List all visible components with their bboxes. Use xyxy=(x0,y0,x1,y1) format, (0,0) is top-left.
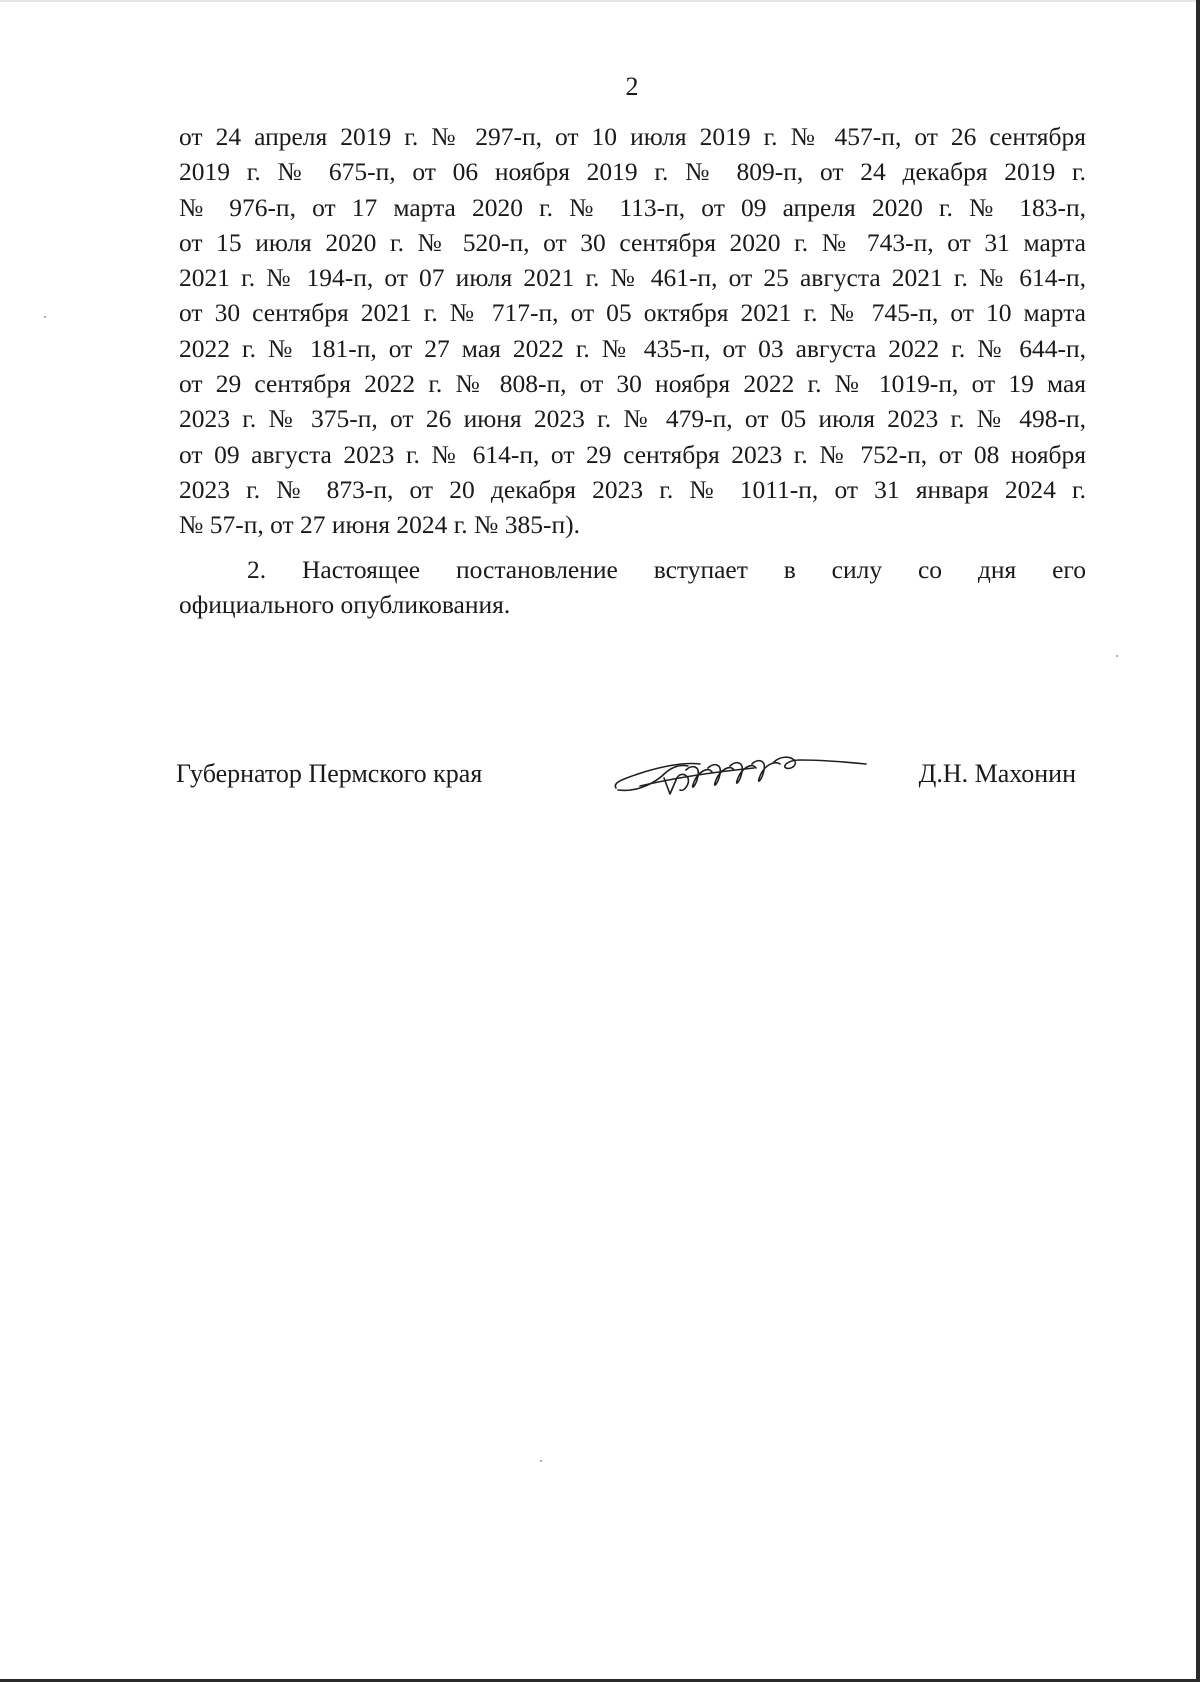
handwritten-signature xyxy=(604,742,874,806)
paragraph-1-line: 2019 г. № 675-п, от 06 ноября 2019 г. № 809-п, от 24 декабря 2019 г. xyxy=(179,157,1086,187)
paragraph-1-line: 2022 г. № 181-п, от 27 мая 2022 г. № 435-п, от 03 августа 2022 г. № 644-п, xyxy=(179,333,1086,363)
paragraph-1-line: от 09 августа 2023 г. № 614-п, от 29 сентября 2023 г. № 752-п, от 08 ноября xyxy=(179,439,1086,469)
paragraph-1-line: 2023 г. № 375-п, от 26 июня 2023 г. № 479-п, от 05 июля 2023 г. № 498-п, xyxy=(179,404,1086,434)
paragraph-1-line: № 57-п, от 27 июня 2024 г. № 385-п). xyxy=(179,510,581,540)
paragraph-1-line: от 24 апреля 2019 г. № 297-п, от 10 июля 2019 г. № 457-п, от 26 сентября xyxy=(179,122,1086,151)
paragraph-1-line: от 15 июля 2020 г. № 520-п, от 30 сентября 2020 г. № 743-п, от 31 марта xyxy=(179,227,1086,257)
scan-speck xyxy=(1116,655,1118,657)
scan-edge-top xyxy=(0,0,1200,2)
paragraph-1-line: 2021 г. № 194-п, от 07 июля 2021 г. № 461-п, от 25 августа 2021 г. № 614-п, xyxy=(179,263,1086,293)
signatory-position: Губернатор Пермского края xyxy=(176,759,483,788)
paragraph-1-line: от 30 сентября 2021 г. № 717-п, от 05 октября 2021 г. № 745-п, от 10 марта xyxy=(179,298,1086,328)
paragraph-2-line: 2. Настоящее постановление вступает в силу со дня его xyxy=(247,554,1086,584)
signature-block xyxy=(176,752,1086,796)
scan-speck xyxy=(540,1460,542,1462)
paragraph-1-line: от 29 сентября 2022 г. № 808-п, от 30 ноября 2022 г. № 1019-п, от 19 мая xyxy=(179,369,1086,399)
paragraph-1-line: № 976-п, от 17 марта 2020 г. № 113-п, от 09 апреля 2020 г. № 183-п, xyxy=(179,192,1086,222)
scan-edge-right xyxy=(1196,0,1200,1682)
document-body xyxy=(179,119,1086,622)
paragraph-2-line: официального опубликования. xyxy=(179,589,511,619)
signatory-name: Д.Н. Махонин xyxy=(918,759,1076,788)
paragraph-gap xyxy=(179,543,1086,552)
scan-speck xyxy=(44,316,46,318)
paragraph-1-line: 2023 г. № 873-п, от 20 декабря 2023 г. № 1011-п, от 31 января 2024 г. xyxy=(179,474,1086,504)
page-number: 2 xyxy=(625,72,639,101)
